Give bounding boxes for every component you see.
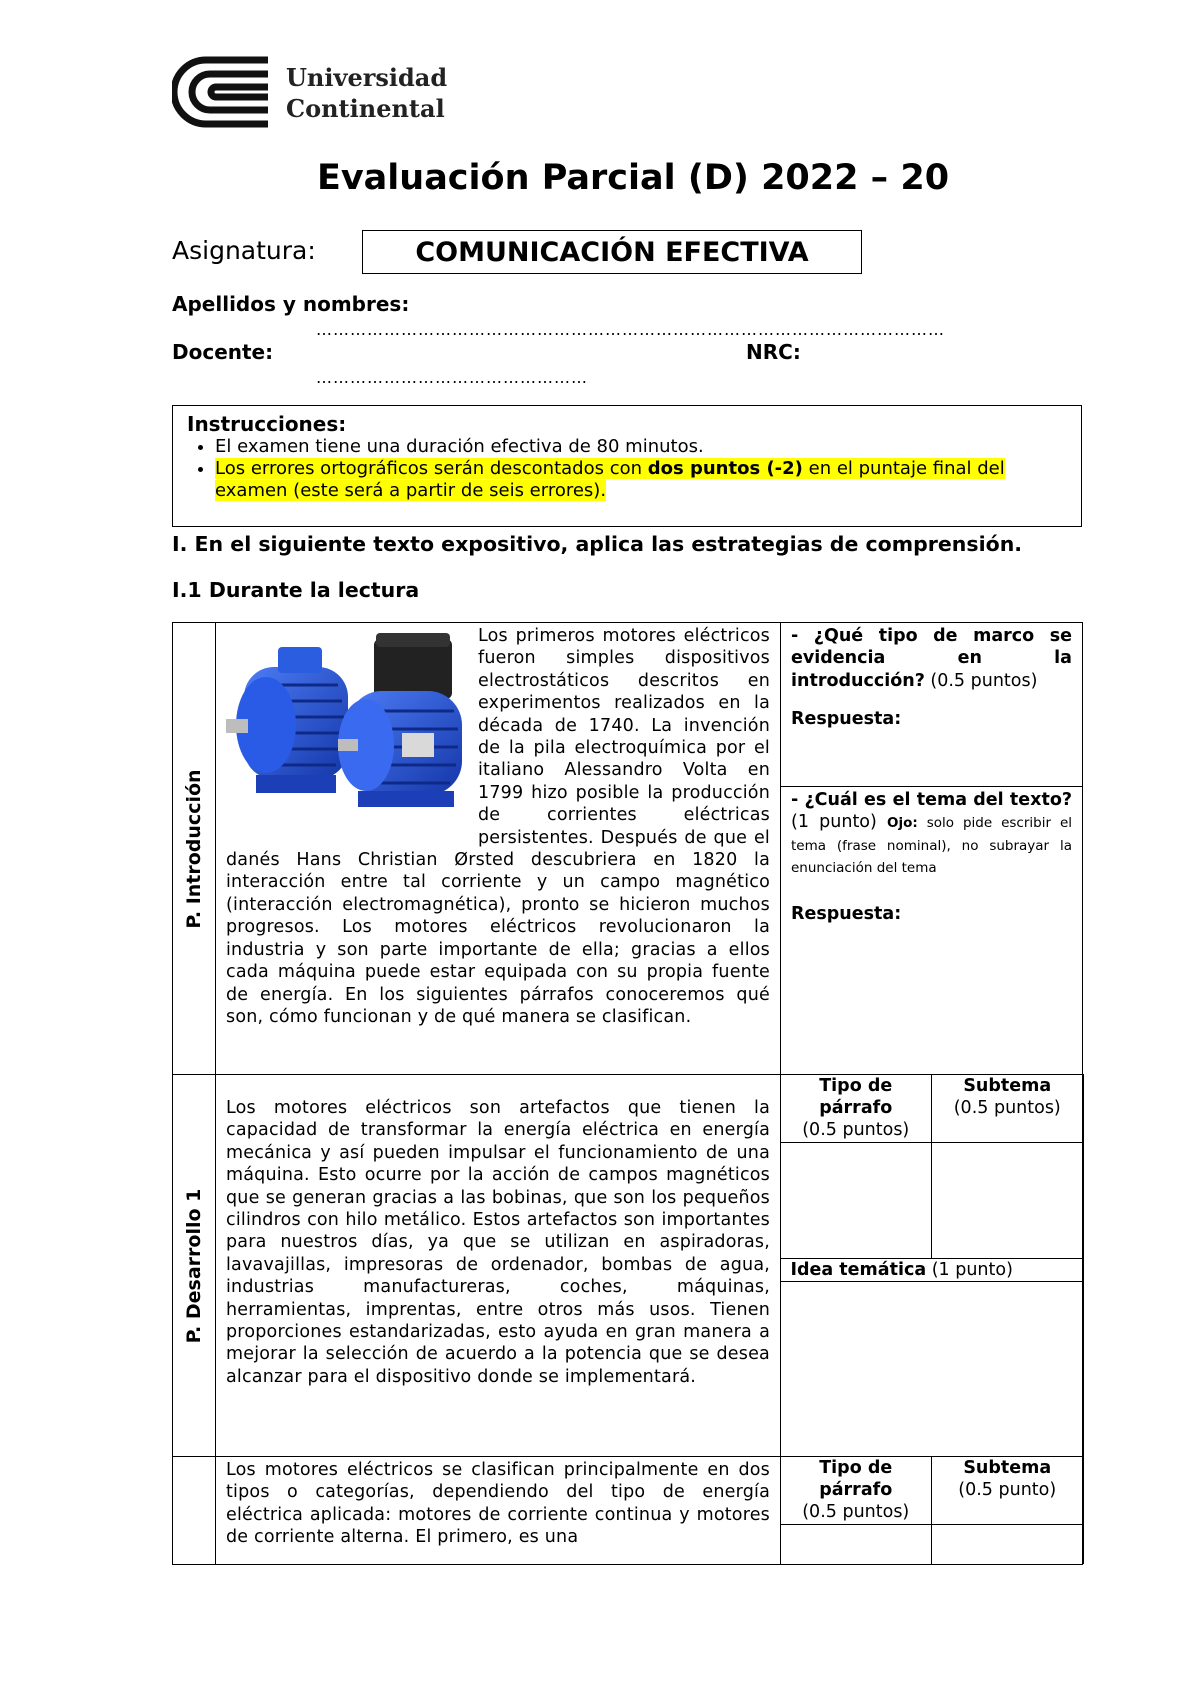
dev2-answer-grid [780, 1456, 1084, 1565]
table-row [173, 1075, 1083, 1457]
university-name [286, 62, 447, 124]
answer-label: Respuesta: [791, 709, 902, 730]
tipo-parrafo-header [780, 1456, 932, 1524]
note-label: Ojo: [887, 815, 918, 832]
intro-paragraph: Los primeros motores eléctricos fueron simples dispositivos electrostáticos descritos en experimentos realizados en la década de 1740. La invención de la pila electroquímica por el italiano Alessandro Volta en 1799 hizo posible la producción de corrientes eléctricas persistentes. Después de que el danés Hans Christian Ørsted descubriera en 1820 la interacción entre tal corriente y un campo magnético (interacción electromagnética), pronto se hicieron muchos progresos. Los motores eléctricos revolucionaron la industria y son parte importante de ella; gracias a ellos cada máquina puede estar equipada con su propia fuente de energía. En los siguientes párrafos conoceremos qué son, cómo funcionan y de qué manera se clasifican. [226, 626, 770, 1027]
dev1-label-cell [173, 1075, 216, 1457]
tipo-points: (0.5 puntos) [802, 1501, 910, 1522]
section-heading: I. En el siguiente texto expositivo, aplica las estrategias de comprensión. [172, 532, 1023, 556]
subtema-points: (0.5 puntos) [953, 1097, 1061, 1118]
exam-title: Evaluación Parcial (D) 2022 – 20 [316, 158, 950, 198]
question-2-text: - ¿Cuál es el tema del texto? [791, 790, 1072, 810]
tipo-parrafo-header [780, 1074, 932, 1142]
instruction-item: • El examen tiene una duración efectiva de 80 minutos. [215, 436, 1067, 458]
instructions-title: Instrucciones: [187, 412, 347, 436]
university-line2: Continental [286, 94, 445, 123]
idea-answer-field[interactable] [780, 1281, 1083, 1457]
idea-label: Idea temática [790, 1259, 927, 1280]
question-1-text: - ¿Qué tipo de marco se evidencia en la introducción? [791, 626, 1072, 691]
question-1-points: (0.5 puntos) [924, 670, 1038, 691]
tipo-answer-field[interactable] [780, 1142, 932, 1258]
intro-questions-cell [781, 623, 1083, 1075]
tipo-label: Tipo de párrafo [819, 1075, 893, 1118]
question-2-points: (1 punto) [791, 812, 888, 833]
intro-label-cell [173, 623, 216, 1075]
dev1-answer-grid [780, 1074, 1084, 1458]
dev1-text-cell [216, 1075, 781, 1457]
university-line1: Universidad [286, 63, 448, 92]
asignatura-label: Asignatura: [172, 236, 316, 265]
question-2 [781, 787, 1082, 927]
instruction-text: en el puntaje final del examen (este será a partir de seis errores). [215, 458, 1005, 501]
university-logo [172, 56, 448, 128]
subtema-answer-field[interactable] [932, 1142, 1084, 1258]
docente-label: Docente: [172, 340, 274, 364]
idea-points: (1 punto) [926, 1259, 1013, 1280]
dev1-paragraph: Los motores eléctricos son artefactos que tienen la capacidad de transformar la energía eléctrica en energía mecánica y así pueden impulsar el funcionamiento de una máquina. Esto ocurre por la acción de campos magnéticos que se generan gracias a las bobinas, que son los pequeños cilindros con hilo metálico. Estos artefactos son importantes para nuestros días, ya que se utilizan en aspiradoras, lavavajillas, impresoras de ordenador, bombas de agua, industrias manufactureras, coches, máquinas, herramientas, imprentas, entre otros más usos. Tienen proporciones estandarizadas, esto ayuda en gran manera a mejorar la selección de acuerdo a la potencia que se desea alcanzar para el dispositivo donde se implementará. [226, 1098, 770, 1387]
intro-label: P. Introducción [183, 768, 205, 929]
dev2-answer-cell [781, 1457, 1083, 1565]
dev2-text-cell [216, 1457, 781, 1565]
question-2-note: solo pide escribir el tema (frase nominal), no subrayar la enunciación del tema [791, 815, 1073, 877]
instruction-item-highlighted [215, 458, 1067, 502]
intro-text-cell [216, 623, 781, 1075]
subtema-label: Subtema [963, 1075, 1052, 1096]
nrc-label: NRC: [746, 340, 801, 364]
instruction-text: Los errores ortográficos serán descontados con [215, 458, 648, 479]
electric-motors-image [226, 625, 466, 825]
subtema-header [932, 1074, 1084, 1142]
subtema-header [932, 1456, 1084, 1524]
tipo-label: Tipo de párrafo [819, 1457, 893, 1500]
table-row [173, 623, 1083, 1075]
subtema-label: Subtema [963, 1457, 1052, 1478]
apellidos-label: Apellidos y nombres: [172, 292, 410, 316]
idea-tematica-header [780, 1258, 1083, 1281]
subtema-answer-field[interactable] [932, 1524, 1084, 1564]
dev1-answer-cell [781, 1075, 1083, 1457]
answer-label: Respuesta: [791, 903, 902, 924]
docente-field[interactable]: ………………………………………… [316, 368, 588, 387]
dev1-label: P. Desarrollo 1 [183, 1188, 205, 1343]
dev2-paragraph: Los motores eléctricos se clasifican principalmente en dos tipos o categorías, dependiendo del tipo de energía eléctrica aplicada: motores de corriente continua y motores de corriente alterna. El primero, es una [226, 1460, 770, 1548]
question-1 [781, 623, 1082, 787]
apellidos-field[interactable]: ………………………………………………………………………………………………… [316, 320, 945, 339]
reading-table [172, 622, 1083, 1565]
asignatura-value: COMUNICACIÓN EFECTIVA [362, 230, 862, 274]
section-subheading: I.1 Durante la lectura [172, 578, 420, 602]
table-row [173, 1457, 1083, 1565]
subtema-points: (0.5 punto) [958, 1479, 1057, 1500]
tipo-answer-field[interactable] [780, 1524, 932, 1564]
instruction-emphasis: dos puntos (-2) [647, 458, 803, 479]
dev2-label-cell [173, 1457, 216, 1565]
tipo-points: (0.5 puntos) [802, 1119, 910, 1140]
logo-emblem-icon [172, 56, 272, 128]
instructions-box [172, 405, 1082, 527]
